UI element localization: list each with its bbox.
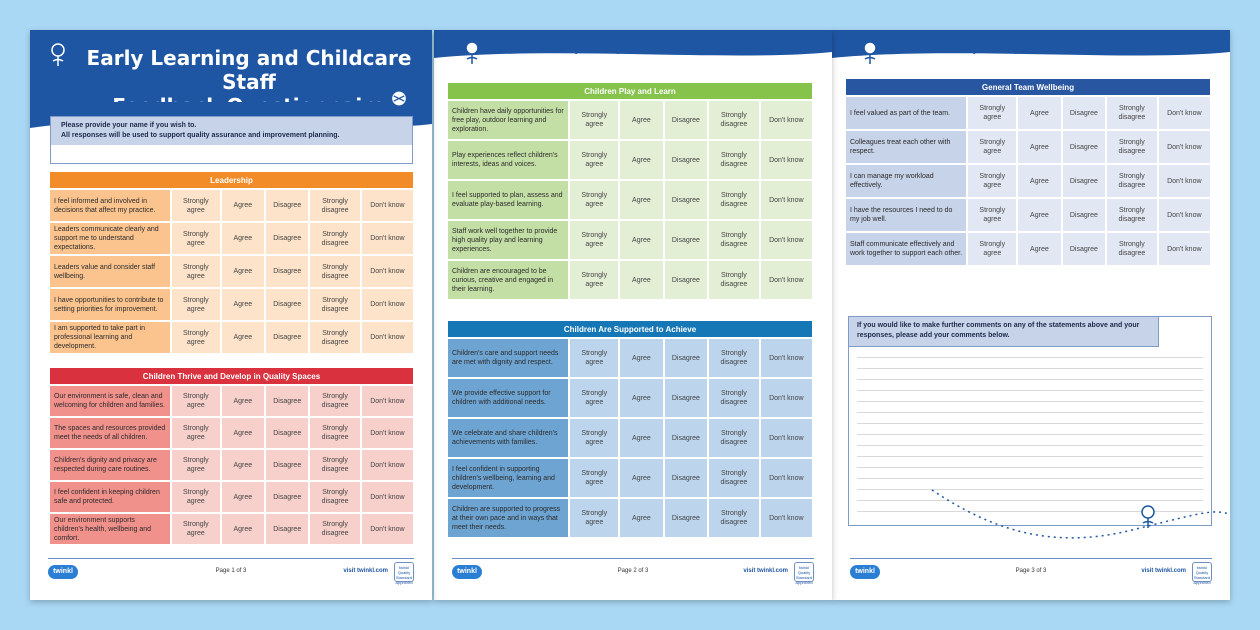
response-option[interactable]: Disagree bbox=[266, 322, 308, 353]
response-option[interactable]: Agree bbox=[222, 289, 264, 320]
response-option[interactable]: Don't know bbox=[362, 450, 413, 480]
quality-badge: twinkl Quality Standard Approved bbox=[394, 562, 414, 582]
response-option[interactable]: Don't know bbox=[362, 418, 413, 448]
question-row bbox=[50, 190, 413, 221]
response-option[interactable]: Disagree bbox=[665, 499, 707, 537]
quality-spaces-table bbox=[48, 366, 415, 546]
response-option[interactable]: Strongly disagree bbox=[310, 190, 359, 221]
response-option[interactable]: Disagree bbox=[266, 418, 308, 448]
response-option[interactable]: Don't know bbox=[761, 141, 812, 179]
question-row bbox=[50, 223, 413, 254]
response-option[interactable]: Agree bbox=[1018, 233, 1060, 265]
statement-text: I feel supported to plan, assess and evaluate play-based learning. bbox=[448, 181, 568, 219]
response-option[interactable]: Strongly disagree bbox=[709, 101, 759, 139]
response-option[interactable]: Strongly agree bbox=[570, 101, 618, 139]
response-option[interactable]: Strongly agree bbox=[570, 261, 618, 299]
response-option[interactable]: Agree bbox=[222, 322, 264, 353]
statement-text: Children's dignity and privacy are respected during care routines. bbox=[50, 450, 170, 480]
question-row bbox=[448, 141, 812, 179]
response-option[interactable]: Strongly agree bbox=[968, 165, 1016, 197]
response-option[interactable]: Disagree bbox=[1063, 131, 1105, 163]
question-row bbox=[448, 261, 812, 299]
response-option[interactable]: Strongly agree bbox=[172, 190, 220, 221]
response-option[interactable]: Don't know bbox=[362, 289, 413, 320]
name-prompt bbox=[51, 117, 412, 145]
question-row bbox=[448, 419, 812, 457]
response-option[interactable]: Don't know bbox=[362, 223, 413, 254]
twinkl-logo: twinkl bbox=[850, 565, 880, 579]
comment-line bbox=[857, 368, 1203, 369]
response-option[interactable]: Agree bbox=[1018, 165, 1060, 197]
response-option[interactable]: Disagree bbox=[665, 221, 707, 259]
twinkl-logo: twinkl bbox=[452, 565, 482, 579]
comment-line bbox=[857, 445, 1203, 446]
title-line-1: Early Learning and Childcare Staff bbox=[86, 46, 412, 94]
response-option[interactable]: Disagree bbox=[266, 190, 308, 221]
response-option[interactable]: Agree bbox=[620, 141, 662, 179]
response-option[interactable]: Don't know bbox=[362, 482, 413, 512]
name-input[interactable] bbox=[51, 145, 412, 163]
response-option[interactable]: Strongly disagree bbox=[310, 418, 359, 448]
response-option[interactable]: Agree bbox=[620, 419, 662, 457]
question-row bbox=[448, 339, 812, 377]
question-row bbox=[846, 131, 1210, 163]
site-link[interactable]: visit twinkl.com bbox=[343, 568, 388, 574]
response-option[interactable]: Don't know bbox=[761, 339, 812, 377]
response-option[interactable]: Strongly disagree bbox=[709, 261, 759, 299]
statement-text: Staff communicate effectively and work together to support each other. bbox=[846, 233, 966, 265]
page-1 bbox=[30, 30, 432, 600]
comments-prompt-line-2: responses, please add your comments below. bbox=[857, 332, 1010, 339]
site-link[interactable]: visit twinkl.com bbox=[1141, 568, 1186, 574]
response-option[interactable]: Strongly agree bbox=[172, 289, 220, 320]
question-row bbox=[50, 256, 413, 287]
comment-line bbox=[857, 401, 1203, 402]
response-option[interactable]: Strongly agree bbox=[172, 514, 220, 544]
name-box bbox=[50, 116, 413, 164]
response-option[interactable]: Don't know bbox=[761, 181, 812, 219]
response-option[interactable]: Strongly disagree bbox=[1107, 97, 1157, 129]
statement-text: Play experiences reflect children's interests, ideas and voices. bbox=[448, 141, 568, 179]
statement-text: I am supported to take part in professional learning and development. bbox=[50, 322, 170, 353]
page-number: Page 3 of 3 bbox=[1015, 568, 1047, 574]
response-option[interactable]: Don't know bbox=[761, 379, 812, 417]
response-option[interactable]: Strongly agree bbox=[968, 233, 1016, 265]
section-title: General Team Wellbeing bbox=[846, 79, 1210, 95]
comment-line bbox=[857, 467, 1203, 468]
header-title: Early Learning and Childcare Staff Feedback Questionnaire bbox=[955, 44, 1210, 54]
name-prompt-line-2: All responses will be used to support quality assurance and improvement planning. bbox=[61, 132, 340, 139]
question-row bbox=[846, 165, 1210, 197]
response-option[interactable]: Strongly disagree bbox=[709, 419, 759, 457]
response-option[interactable]: Disagree bbox=[665, 419, 707, 457]
statement-text: Colleagues treat each other with respect. bbox=[846, 131, 966, 163]
section-title: Children Play and Learn bbox=[448, 83, 812, 99]
response-option[interactable]: Don't know bbox=[1159, 131, 1210, 163]
response-option[interactable]: Agree bbox=[620, 379, 662, 417]
response-option[interactable]: Agree bbox=[1018, 97, 1060, 129]
question-row bbox=[448, 459, 812, 497]
response-option[interactable]: Agree bbox=[222, 514, 264, 544]
response-option[interactable]: Don't know bbox=[1159, 233, 1210, 265]
response-option[interactable]: Don't know bbox=[1159, 165, 1210, 197]
page-3 bbox=[832, 30, 1230, 600]
page-number: Page 1 of 3 bbox=[215, 568, 247, 574]
thistle-logo-icon bbox=[462, 40, 482, 66]
response-option[interactable]: Strongly disagree bbox=[709, 339, 759, 377]
statement-text: Staff work well together to provide high quality play and learning experiences. bbox=[448, 221, 568, 259]
team-wellbeing-table bbox=[844, 77, 1212, 267]
response-option[interactable]: Don't know bbox=[1159, 97, 1210, 129]
response-option[interactable]: Disagree bbox=[266, 386, 308, 416]
section-title: Children Thrive and Develop in Quality Spaces bbox=[50, 368, 413, 384]
response-option[interactable]: Strongly disagree bbox=[310, 482, 359, 512]
response-option[interactable]: Disagree bbox=[1063, 165, 1105, 197]
response-option[interactable]: Don't know bbox=[362, 322, 413, 353]
response-option[interactable]: Disagree bbox=[665, 339, 707, 377]
footer bbox=[850, 558, 1212, 584]
response-option[interactable]: Disagree bbox=[665, 379, 707, 417]
response-option[interactable]: Agree bbox=[222, 482, 264, 512]
response-option[interactable]: Strongly disagree bbox=[310, 256, 359, 287]
response-option[interactable]: Agree bbox=[620, 221, 662, 259]
response-option[interactable]: Strongly disagree bbox=[709, 459, 759, 497]
statement-text: Our environment supports children's health, wellbeing and comfort. bbox=[50, 514, 170, 544]
response-option[interactable]: Strongly disagree bbox=[310, 514, 359, 544]
response-option[interactable]: Disagree bbox=[266, 256, 308, 287]
response-option[interactable]: Strongly agree bbox=[968, 199, 1016, 231]
response-option[interactable]: Strongly disagree bbox=[709, 379, 759, 417]
response-option[interactable]: Strongly agree bbox=[968, 131, 1016, 163]
header-title-wrap bbox=[434, 30, 832, 52]
response-option[interactable]: Don't know bbox=[1159, 199, 1210, 231]
title-banner bbox=[30, 30, 432, 110]
site-link[interactable]: visit twinkl.com bbox=[743, 568, 788, 574]
response-option[interactable]: Agree bbox=[1018, 131, 1060, 163]
response-option[interactable]: Strongly disagree bbox=[1107, 199, 1157, 231]
statement-text: Our environment is safe, clean and welcoming for children and families. bbox=[50, 386, 170, 416]
response-option[interactable]: Agree bbox=[620, 339, 662, 377]
comments-prompt-line-1: If you would like to make further comments on any of the statements above and your bbox=[857, 322, 1140, 329]
response-option[interactable]: Agree bbox=[620, 459, 662, 497]
question-row bbox=[50, 386, 413, 416]
response-option[interactable]: Agree bbox=[620, 261, 662, 299]
response-option[interactable]: Don't know bbox=[761, 221, 812, 259]
response-option[interactable]: Disagree bbox=[665, 261, 707, 299]
response-option[interactable]: Strongly disagree bbox=[709, 499, 759, 537]
play-learn-table bbox=[446, 81, 814, 301]
comment-line bbox=[857, 456, 1203, 457]
response-option[interactable]: Agree bbox=[222, 450, 264, 480]
name-prompt-line-1: Please provide your name if you wish to. bbox=[61, 122, 197, 129]
question-row bbox=[846, 233, 1210, 265]
response-option[interactable]: Strongly agree bbox=[570, 459, 618, 497]
response-option[interactable]: Strongly agree bbox=[172, 386, 220, 416]
footer bbox=[452, 558, 814, 584]
response-option[interactable]: Don't know bbox=[362, 386, 413, 416]
statement-text: I have opportunities to contribute to setting priorities for improvement. bbox=[50, 289, 170, 320]
header-title-wrap bbox=[832, 30, 1230, 52]
statement-text: Children are supported to progress at their own pace and in ways that meet their needs. bbox=[448, 499, 568, 537]
support-achieve-table bbox=[446, 319, 814, 539]
response-option[interactable]: Agree bbox=[222, 386, 264, 416]
response-option[interactable]: Don't know bbox=[362, 190, 413, 221]
thistle-logo-icon bbox=[860, 40, 880, 66]
question-row bbox=[50, 289, 413, 320]
comment-line bbox=[857, 412, 1203, 413]
response-option[interactable]: Strongly agree bbox=[570, 339, 618, 377]
comment-line bbox=[857, 423, 1203, 424]
response-option[interactable]: Disagree bbox=[266, 450, 308, 480]
statement-text: Leaders communicate clearly and support me to understand expectations. bbox=[50, 223, 170, 254]
comment-line bbox=[857, 434, 1203, 435]
statement-text: I feel confident in keeping children safe and protected. bbox=[50, 482, 170, 512]
dotted-trail-decoration bbox=[832, 470, 1230, 550]
question-row bbox=[846, 199, 1210, 231]
response-option[interactable]: Agree bbox=[620, 181, 662, 219]
section-title: Leadership bbox=[50, 172, 413, 188]
response-option[interactable]: Strongly disagree bbox=[310, 450, 359, 480]
comment-line bbox=[857, 357, 1203, 358]
response-option[interactable]: Strongly agree bbox=[570, 379, 618, 417]
question-row bbox=[448, 181, 812, 219]
response-option[interactable]: Strongly disagree bbox=[1107, 165, 1157, 197]
question-row bbox=[846, 97, 1210, 129]
response-option[interactable]: Strongly disagree bbox=[310, 322, 359, 353]
question-row bbox=[50, 450, 413, 480]
response-option[interactable]: Strongly agree bbox=[172, 418, 220, 448]
section-title: Children Are Supported to Achieve bbox=[448, 321, 812, 337]
response-option[interactable]: Disagree bbox=[665, 459, 707, 497]
quality-badge: twinkl Quality Standard Approved bbox=[1192, 562, 1212, 582]
response-option[interactable]: Strongly disagree bbox=[310, 223, 359, 254]
statement-text: I feel informed and involved in decisions that affect my practice. bbox=[50, 190, 170, 221]
statement-text: The spaces and resources provided meet the needs of all children. bbox=[50, 418, 170, 448]
statement-text: We provide effective support for children with additional needs. bbox=[448, 379, 568, 417]
response-option[interactable]: Disagree bbox=[665, 141, 707, 179]
statement-text: I feel confident in supporting children's wellbeing, learning and development. bbox=[448, 459, 568, 497]
response-option[interactable]: Disagree bbox=[1063, 97, 1105, 129]
response-option[interactable]: Strongly agree bbox=[172, 482, 220, 512]
response-option[interactable]: Disagree bbox=[266, 289, 308, 320]
footer bbox=[48, 558, 414, 584]
response-option[interactable]: Strongly agree bbox=[570, 221, 618, 259]
question-row bbox=[448, 499, 812, 537]
statement-text: We celebrate and share children's achievements with families. bbox=[448, 419, 568, 457]
response-option[interactable]: Agree bbox=[620, 499, 662, 537]
response-option[interactable]: Disagree bbox=[266, 223, 308, 254]
statement-text: Children have daily opportunities for free play, outdoor learning and exploration. bbox=[448, 101, 568, 139]
response-option[interactable]: Strongly disagree bbox=[310, 386, 359, 416]
question-row bbox=[448, 221, 812, 259]
header-title: Early Learning and Childcare Staff Feedback Questionnaire bbox=[557, 44, 812, 54]
response-option[interactable]: Strongly agree bbox=[172, 450, 220, 480]
response-option[interactable]: Don't know bbox=[761, 261, 812, 299]
response-option[interactable]: Strongly disagree bbox=[709, 221, 759, 259]
thistle-logo-icon bbox=[48, 42, 68, 68]
response-option[interactable]: Disagree bbox=[1063, 233, 1105, 265]
response-option[interactable]: Agree bbox=[620, 101, 662, 139]
question-row bbox=[50, 482, 413, 512]
response-option[interactable]: Strongly agree bbox=[968, 97, 1016, 129]
response-option[interactable]: Disagree bbox=[1063, 199, 1105, 231]
comment-line bbox=[857, 379, 1203, 380]
response-option[interactable]: Don't know bbox=[761, 101, 812, 139]
response-option[interactable]: Strongly disagree bbox=[709, 181, 759, 219]
leadership-table bbox=[48, 170, 415, 355]
statement-text: Children's care and support needs are met with dignity and respect. bbox=[448, 339, 568, 377]
statement-text: Children are encouraged to be curious, creative and engaged in their learning. bbox=[448, 261, 568, 299]
page-number: Page 2 of 3 bbox=[617, 568, 649, 574]
response-option[interactable]: Disagree bbox=[266, 514, 308, 544]
page-2 bbox=[434, 30, 832, 600]
response-option[interactable]: Agree bbox=[222, 418, 264, 448]
question-row bbox=[50, 418, 413, 448]
question-row bbox=[50, 322, 413, 353]
statement-text: I feel valued as part of the team. bbox=[846, 97, 966, 129]
response-option[interactable]: Don't know bbox=[362, 514, 413, 544]
question-row bbox=[448, 101, 812, 139]
response-option[interactable]: Strongly agree bbox=[172, 256, 220, 287]
response-option[interactable]: Strongly disagree bbox=[310, 289, 359, 320]
response-option[interactable]: Don't know bbox=[362, 256, 413, 287]
response-option[interactable]: Strongly agree bbox=[570, 499, 618, 537]
response-option[interactable]: Strongly agree bbox=[570, 141, 618, 179]
response-option[interactable]: Don't know bbox=[761, 419, 812, 457]
response-option[interactable]: Agree bbox=[222, 256, 264, 287]
response-option[interactable]: Disagree bbox=[266, 482, 308, 512]
statement-text: I have the resources I need to do my job well. bbox=[846, 199, 966, 231]
response-option[interactable]: Don't know bbox=[761, 459, 812, 497]
statement-text: Leaders value and consider staff wellbeing. bbox=[50, 256, 170, 287]
response-option[interactable]: Agree bbox=[1018, 199, 1060, 231]
comments-prompt bbox=[849, 317, 1159, 347]
response-option[interactable]: Strongly agree bbox=[172, 223, 220, 254]
response-option[interactable]: Disagree bbox=[665, 101, 707, 139]
response-option[interactable]: Strongly agree bbox=[570, 181, 618, 219]
response-option[interactable]: Strongly disagree bbox=[1107, 131, 1157, 163]
response-option[interactable]: Strongly agree bbox=[570, 419, 618, 457]
statement-text: I can manage my workload effectively. bbox=[846, 165, 966, 197]
response-option[interactable]: Don't know bbox=[761, 499, 812, 537]
response-option[interactable]: Strongly disagree bbox=[1107, 233, 1157, 265]
response-option[interactable]: Strongly agree bbox=[172, 322, 220, 353]
response-option[interactable]: Disagree bbox=[665, 181, 707, 219]
question-row bbox=[448, 379, 812, 417]
response-option[interactable]: Agree bbox=[222, 190, 264, 221]
response-option[interactable]: Strongly disagree bbox=[709, 141, 759, 179]
question-row bbox=[50, 514, 413, 544]
quality-badge: twinkl Quality Standard Approved bbox=[794, 562, 814, 582]
comment-line bbox=[857, 390, 1203, 391]
response-option[interactable]: Agree bbox=[222, 223, 264, 254]
twinkl-logo: twinkl bbox=[48, 565, 78, 579]
